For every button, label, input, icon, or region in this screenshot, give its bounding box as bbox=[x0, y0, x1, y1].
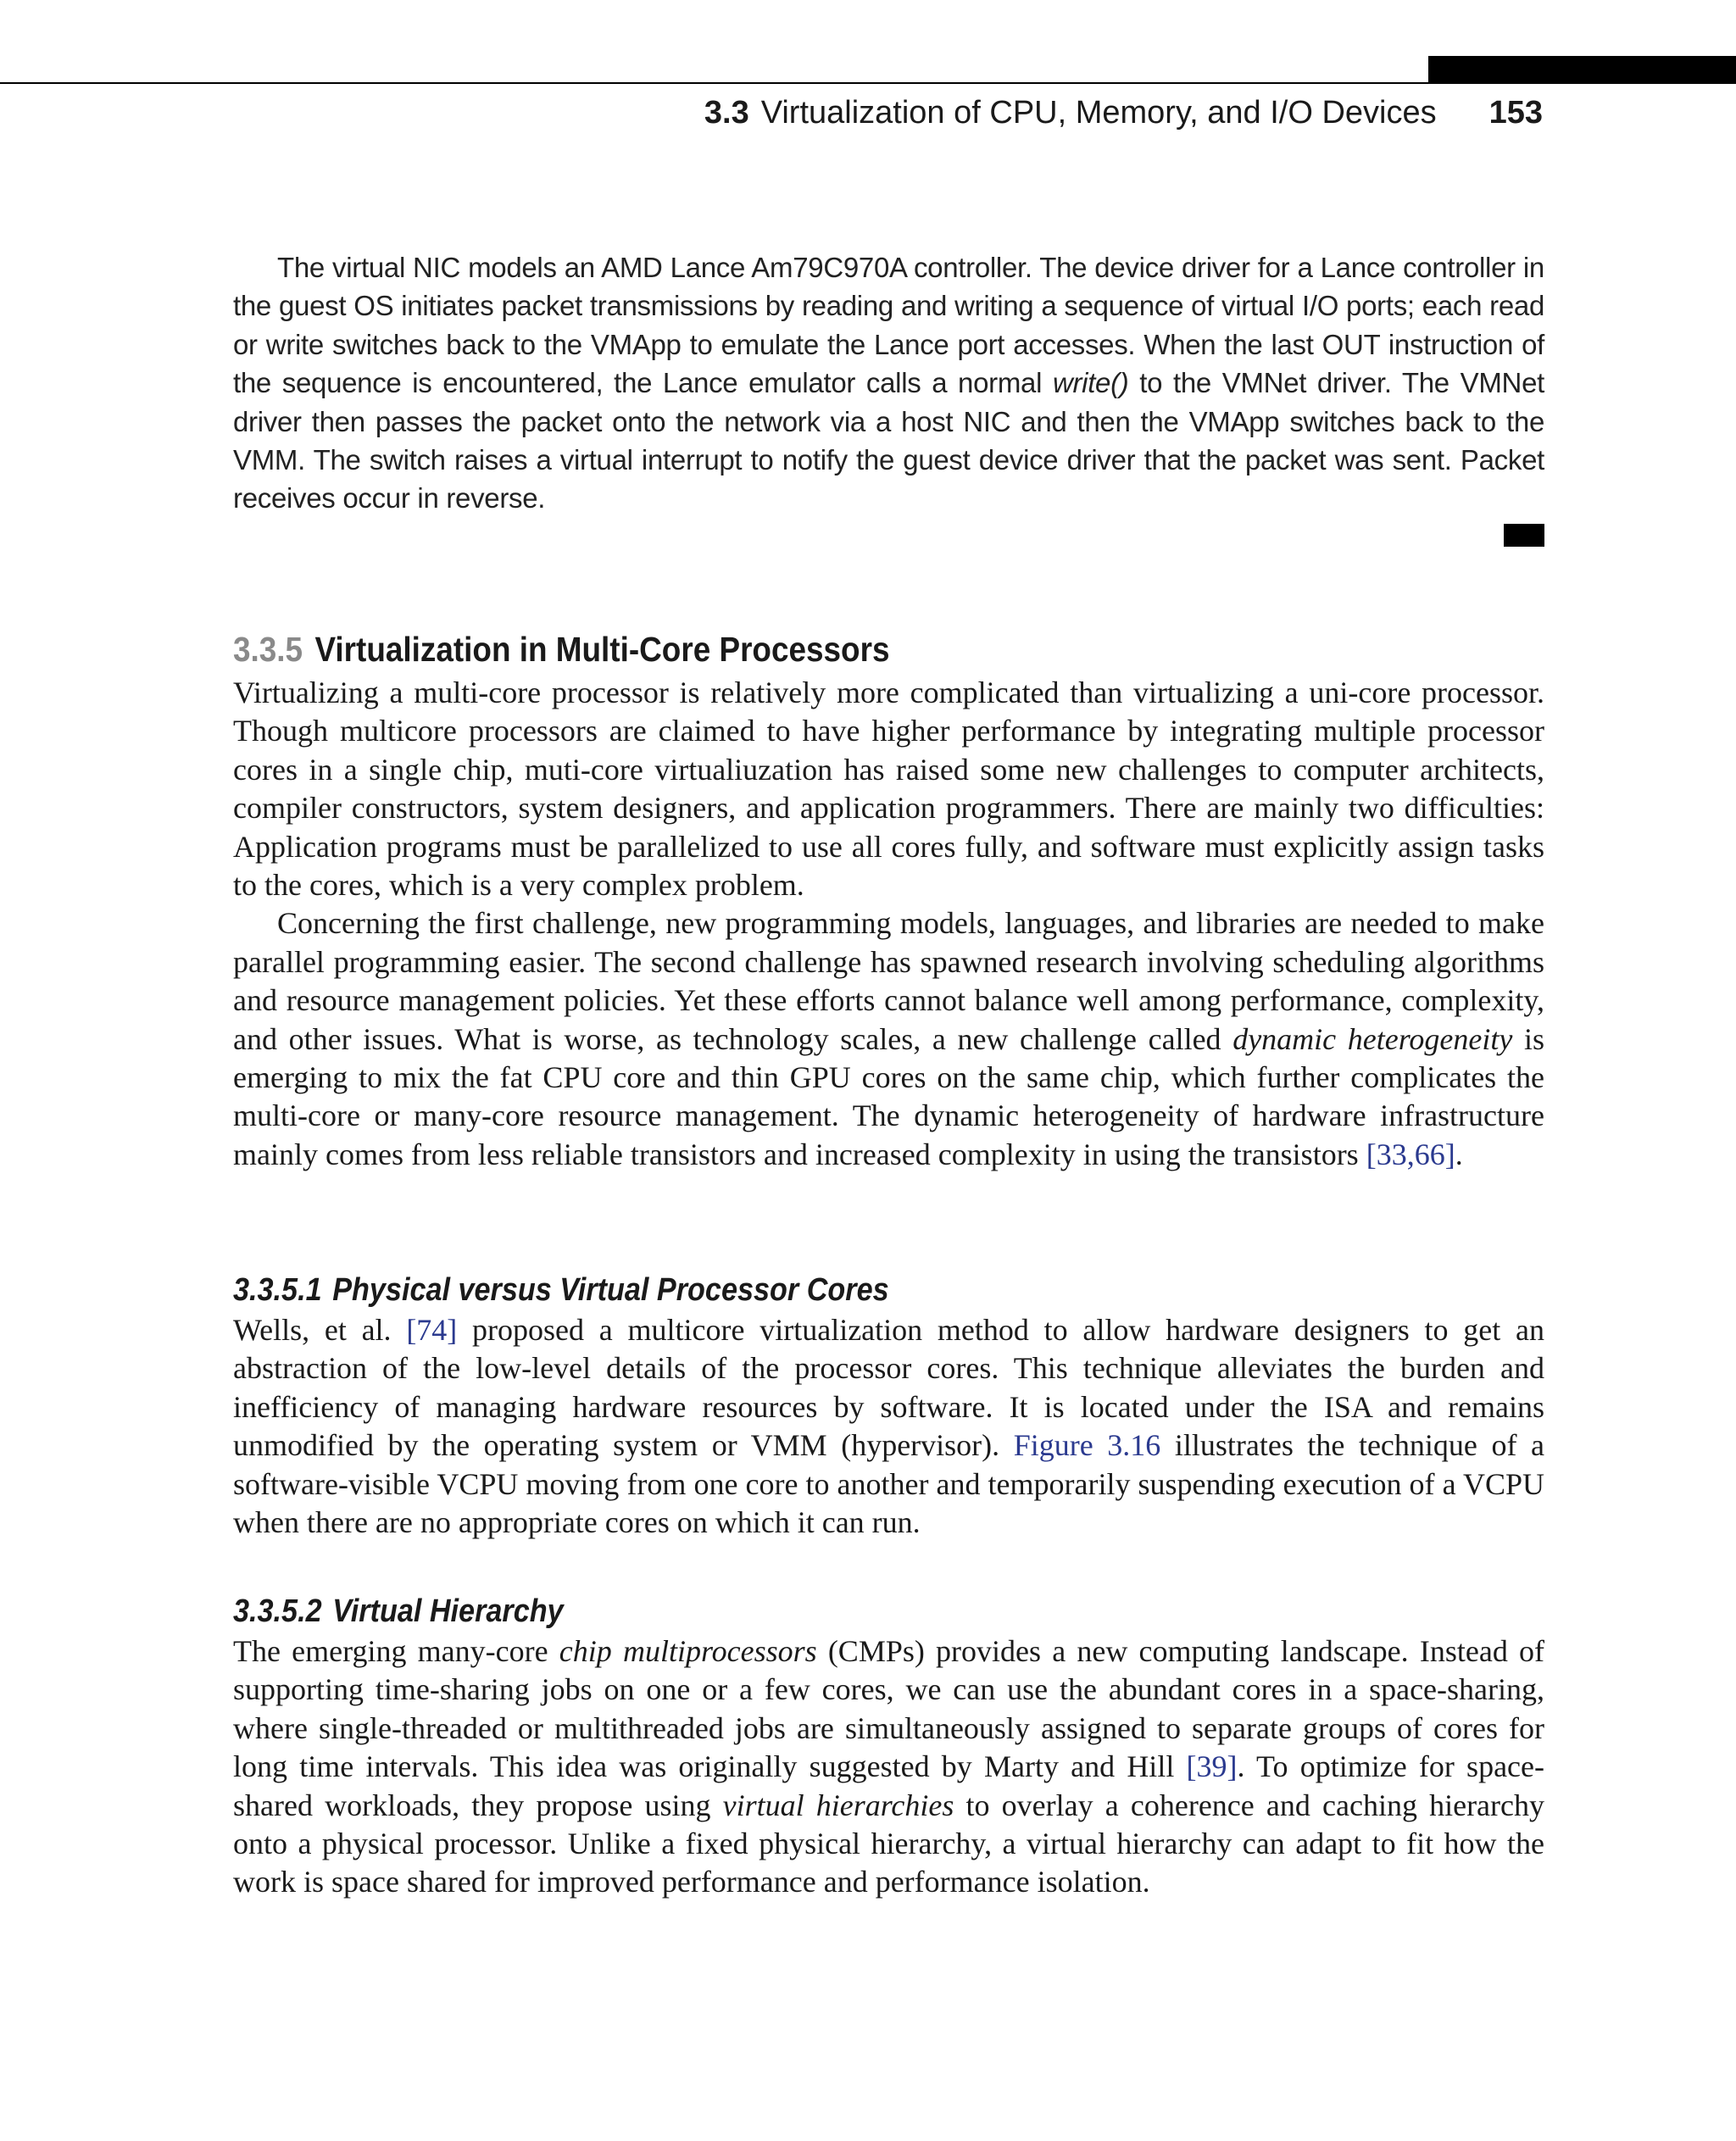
subsection-number: 3.3.5.2 bbox=[233, 1593, 322, 1629]
body-paragraph: Virtualizing a multi-core processor is relatively more complicated than virtualizing a uni-core processor. Though multicore processors are claimed to have higher performance by integrating multiple processor cores in a single chip, muti-core virtualiuzation has raised some new challenges to computer architects, compiler constructors, system designers, and application programmers. There are mainly two difficulties: Application programs must be parallelized to use all cores fully, and software must explicitly assign tasks to the cores, which is a very complex problem. bbox=[233, 676, 1544, 903]
text-run: to the VMNet driver. The VMNet driver then passes the packet onto the network via a host NIC and then the VMApp switches back to the VMM. The switch raises a virtual interrupt to notify the guest device driver that the packet was sent. Packet receives occur in reverse. bbox=[233, 367, 1544, 514]
text-run: The emerging many-core bbox=[233, 1634, 559, 1668]
running-head-section-number: 3.3 bbox=[704, 95, 749, 131]
figure-link[interactable]: Figure 3.16 bbox=[1013, 1428, 1161, 1463]
citation-link[interactable]: [39] bbox=[1186, 1749, 1238, 1784]
section-title: Virtualization in Multi-Core Processors bbox=[314, 630, 890, 669]
text-run: is emerging to mix the fat CPU core and thin GPU cores on the same chip, which further complicates the multi-core or many-core resource management. The dynamic heterogeneity of hardware infrastructure mainly comes from less reliable transistors and increased complexity in using the transistors bbox=[233, 1021, 1545, 1171]
emphasis-term: chip multiprocessors bbox=[559, 1634, 817, 1668]
section-number: 3.3.5 bbox=[233, 630, 303, 669]
emphasis-term: virtual hierarchies bbox=[722, 1788, 954, 1822]
text-run: Concerning the first challenge, new programming models, languages, and libraries are needed to make parallel programming easier. The second challenge has spawned research involving scheduling algorithms and resource management policies. Yet these efforts cannot balance well among performance, complexity, and other issues. What is worse, as technology scales, a new challenge called bbox=[233, 906, 1544, 1056]
text-run: . To optimize for space-shared workloads, they propose using bbox=[233, 1749, 1544, 1822]
running-head bbox=[704, 95, 1543, 139]
text-run: to overlay a coherence and caching hierarchy onto a physical processor. Unlike a fixed physical hierarchy, a virtual hierarchy can adapt to fit how the work is space shared for improved performance and performance isolation. bbox=[233, 1788, 1545, 1899]
text-run: illustrates the technique of a software-visible VCPU moving from one core to another and temporarily suspending execution of a VCPU when there are no appropriate cores on which it can run. bbox=[233, 1428, 1544, 1540]
subsection-title: Physical versus Virtual Processor Cores bbox=[332, 1272, 889, 1308]
running-head-section-title: Virtualization of CPU, Memory, and I/O Devices bbox=[760, 95, 1437, 131]
text-run: (CMPs) provides a new computing landscape. Instead of supporting time-sharing jobs on one or a few cores, we can use the abundant cores in a space-sharing, where single-threaded or multithreaded jobs are simultaneously assigned to separate groups of cores for long time intervals. This idea was originally suggested by Marty and Hill bbox=[233, 1634, 1544, 1784]
intro-block bbox=[233, 248, 1544, 518]
section-3-3-5-1 bbox=[233, 1269, 1544, 1542]
intro-paragraph bbox=[233, 248, 1544, 518]
page-number: 153 bbox=[1488, 95, 1543, 131]
citation-link[interactable]: [74] bbox=[406, 1313, 458, 1347]
code-term: write() bbox=[1052, 367, 1129, 399]
body-paragraph bbox=[233, 904, 1544, 1174]
section-heading bbox=[233, 626, 1413, 673]
text-run: proposed a multicore virtualization method to allow hardware designers to get an abstraction of the low-level details of the processor cores. This technique alleviates the burden and inefficiency of managing hardware resources by software. It is located under the ISA and remains unmodified by the operating system or VMM (hypervisor). bbox=[233, 1313, 1544, 1463]
subsection-heading bbox=[233, 1590, 1413, 1632]
section-3-3-5-2 bbox=[233, 1590, 1544, 1902]
subsection-heading bbox=[233, 1269, 1413, 1311]
body-paragraph bbox=[233, 1311, 1544, 1542]
citation-link[interactable]: [33,66] bbox=[1366, 1137, 1455, 1171]
section-end-mark bbox=[1504, 524, 1544, 547]
subsection-title: Virtual Hierarchy bbox=[332, 1593, 564, 1629]
text-run: The virtual NIC models an AMD Lance Am79C970A controller. The device driver for a Lance controller in the guest OS initiates packet transmissions by reading and writing a sequence of virtual I/O ports; each read or write switches back to the VMApp to emulate the Lance port accesses. When the last OUT instruction of the sequence is encountered, the Lance emulator calls a normal bbox=[233, 252, 1544, 399]
text-run: . bbox=[1455, 1137, 1463, 1171]
subsection-number: 3.3.5.1 bbox=[233, 1272, 322, 1308]
body-paragraph bbox=[233, 1632, 1544, 1902]
header-tab-mark bbox=[1428, 56, 1736, 84]
emphasis-term: dynamic heterogeneity bbox=[1232, 1021, 1513, 1056]
text-run: Wells, et al. bbox=[233, 1313, 407, 1347]
section-3-3-5 bbox=[233, 626, 1544, 1174]
